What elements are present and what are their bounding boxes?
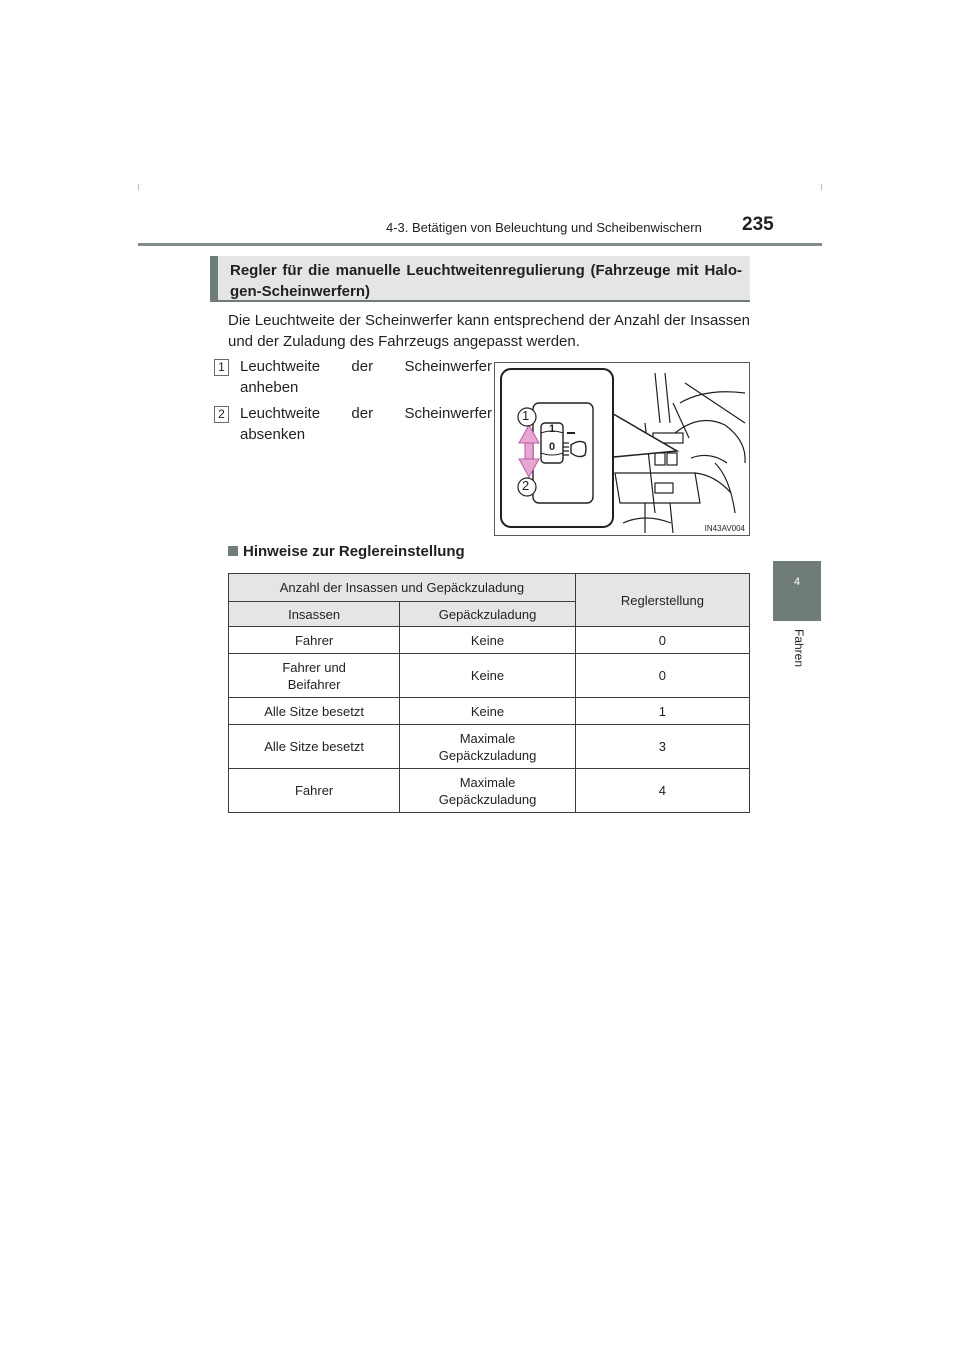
cell-setting: 4 [575, 769, 749, 813]
headlight-leveling-illustration [494, 362, 750, 536]
cell-setting: 0 [575, 627, 749, 654]
item-2-line2: absenken [240, 426, 306, 443]
intro-paragraph: Die Leuchtweite der Scheinwerfer kann entsprechend der Anzahl der Insassen und der Zuladung des Fahrzeugs angepasst werden. [228, 312, 750, 350]
cell-occupants-text: Alle Sitze besetzt [264, 739, 364, 754]
cell-occupants-text-2: Beifahrer [287, 676, 341, 692]
callout-label-1: 1 [522, 408, 530, 423]
table-row [229, 725, 750, 769]
cell-occupants-text: Fahrer und [282, 659, 346, 675]
dial-mark-0: 0 [549, 441, 556, 453]
table-header-occupants: Insassen [229, 602, 400, 627]
chapter-tab [773, 561, 821, 621]
chapter-number: 4 [793, 576, 801, 588]
crop-mark [138, 184, 139, 190]
cell-luggage-text: Keine [470, 668, 505, 683]
table-row [229, 627, 750, 654]
table-header-luggage: Gepäckzuladung [400, 602, 576, 627]
cell-luggage-text: Maximale [459, 730, 516, 746]
item-text-2 [240, 403, 492, 445]
cell-occupants-text: Alle Sitze besetzt [264, 703, 364, 719]
cell-luggage [400, 698, 576, 725]
cell-occupants [229, 654, 400, 698]
cell-luggage [400, 769, 576, 813]
cell-setting: 1 [575, 698, 749, 725]
cell-occupants-text: Fahrer [294, 632, 334, 648]
item-1-line1: Leuchtweite der Scheinwerfer [240, 358, 492, 375]
cell-occupants [229, 627, 400, 654]
cell-setting: 3 [575, 725, 749, 769]
cell-luggage [400, 725, 576, 769]
dashboard-line-drawing [495, 363, 749, 535]
cell-luggage [400, 627, 576, 654]
table-header-setting: Reglerstellung [575, 574, 749, 627]
cell-luggage-text-2: Gepäckzuladung [438, 791, 537, 807]
cell-luggage-text: Keine [470, 703, 505, 719]
settings-table [228, 573, 750, 813]
running-header-section: 4-3. Betätigen von Beleuchtung und Scheibenwischern [386, 220, 702, 235]
table-row [229, 654, 750, 698]
cell-luggage-text: Maximale [459, 774, 516, 790]
cell-occupants [229, 698, 400, 725]
figure-code: IN43AV004 [704, 524, 745, 533]
item-1-line2: anheben [240, 379, 299, 396]
table-row [229, 769, 750, 813]
subheading [228, 543, 465, 560]
cell-setting: 0 [575, 654, 749, 698]
header-rule [138, 243, 822, 246]
item-number-1: 1 [214, 359, 229, 376]
chapter-label: Fahren [792, 629, 806, 668]
cell-luggage-text-2: Gepäckzuladung [438, 747, 537, 763]
item-number-2: 2 [214, 406, 229, 423]
table-row [229, 698, 750, 725]
item-text-1 [240, 356, 492, 398]
crop-mark [821, 184, 822, 190]
cell-luggage [400, 654, 576, 698]
square-bullet-icon [228, 546, 238, 556]
cell-luggage-text: Keine [470, 632, 505, 648]
callout-label-2: 2 [522, 478, 530, 493]
section-heading: Regler für die manuelle Leuchtweitenregulierung (Fahrzeuge mit Halogen-Scheinwerfern) [210, 256, 750, 302]
cell-occupants-text: Fahrer [294, 783, 334, 798]
dial-mark-1: 1 [549, 423, 556, 435]
subheading-text: Hinweise zur Reglereinstellung [243, 543, 465, 560]
cell-occupants [229, 725, 400, 769]
page-number: 235 [742, 214, 774, 235]
item-2-line1: Leuchtweite der Scheinwerfer [240, 405, 492, 422]
table-header-group: Anzahl der Insassen und Gepäckzuladung [229, 574, 576, 602]
cell-occupants [229, 769, 400, 813]
